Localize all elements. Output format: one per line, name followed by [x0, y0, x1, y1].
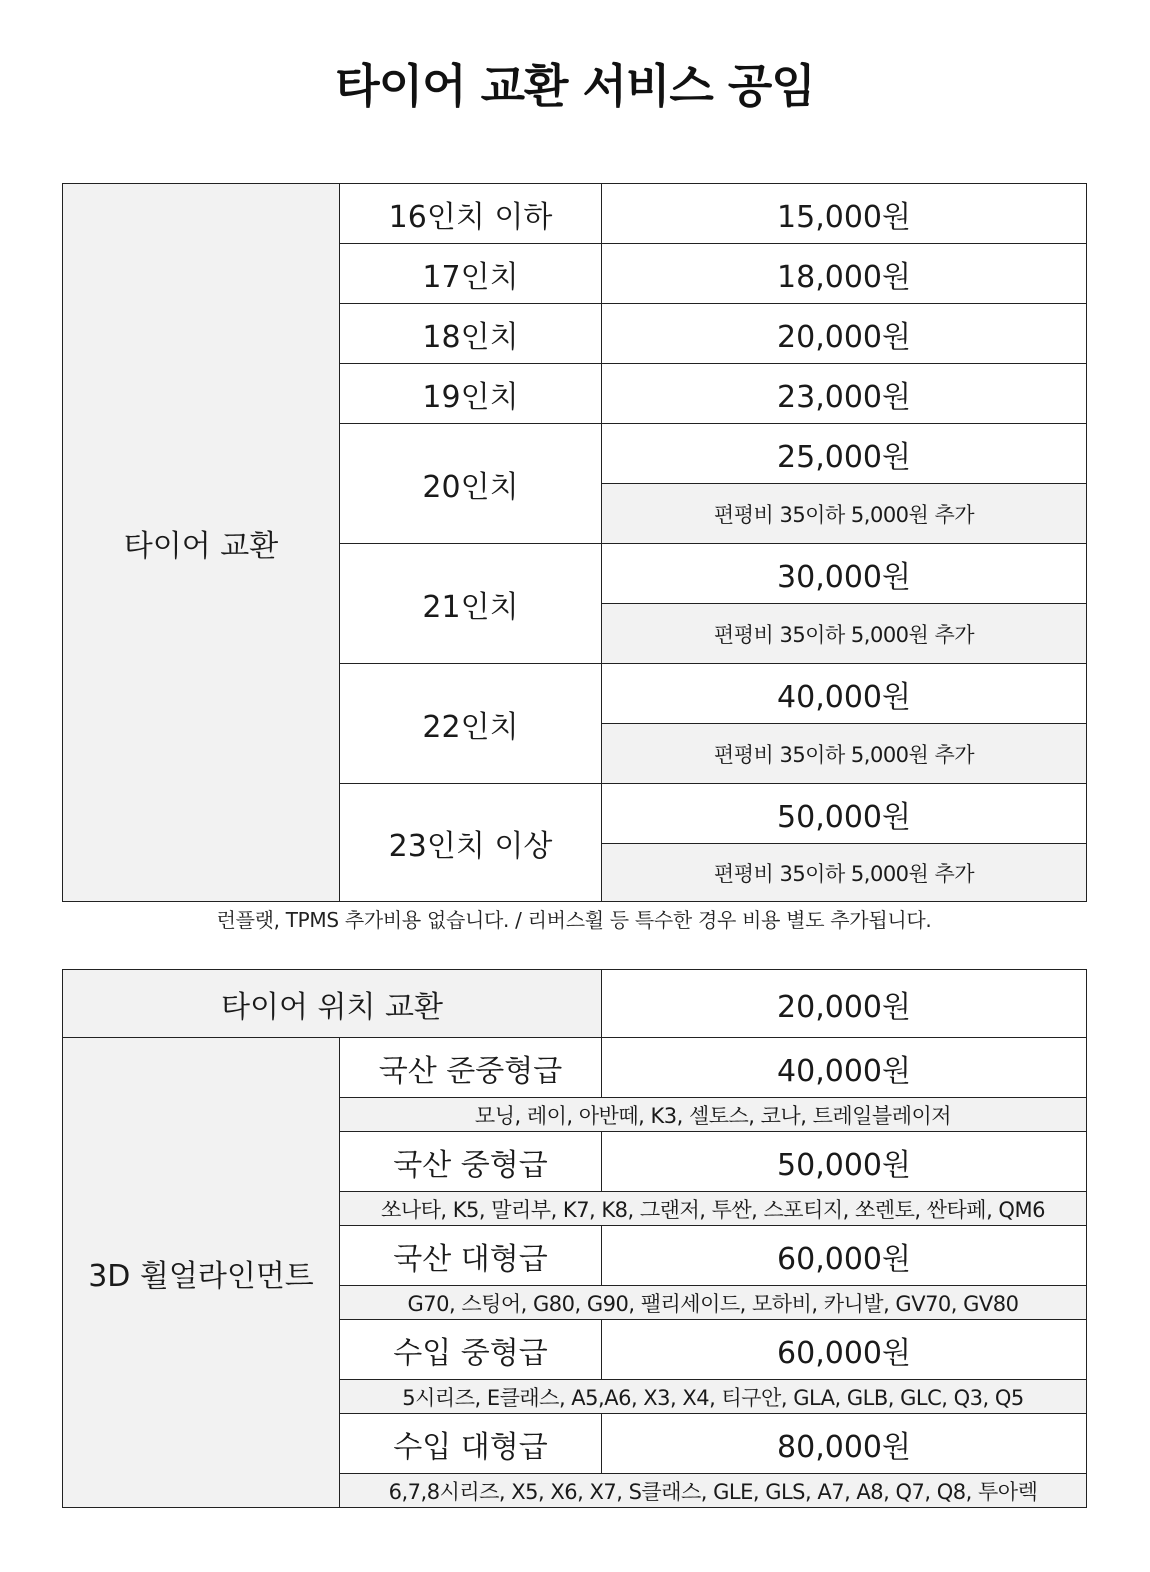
tire-size-cell: 20인치 [340, 424, 602, 544]
tire-price-cell: 30,000원 [602, 544, 1087, 604]
alignment-price-cell: 40,000원 [602, 1038, 1087, 1098]
alignment-models: G70, 스팅어, G80, G90, 팰리세이드, 모하비, 카니발, GV70, GV80 [340, 1286, 1087, 1320]
alignment-models: 쏘나타, K5, 말리부, K7, K8, 그랜저, 투싼, 스포티지, 쏘렌토, 싼타페, QM6 [340, 1192, 1087, 1226]
alignment-grade-cell: 수입 중형급 [340, 1320, 602, 1380]
tire-price-cell: 25,000원 [602, 424, 1087, 484]
tire-price-cell: 20,000원 [602, 304, 1087, 364]
tire-size-cell: 18인치 [340, 304, 602, 364]
tire-extra-charge: 편평비 35이하 5,000원 추가 [602, 844, 1087, 902]
tire-size-cell: 21인치 [340, 544, 602, 664]
alignment-grade-cell: 국산 준중형급 [340, 1038, 602, 1098]
tire-size-cell: 16인치 이하 [340, 184, 602, 244]
tire-price-cell: 15,000원 [602, 184, 1087, 244]
tire-size-cell: 17인치 [340, 244, 602, 304]
tire-price-cell: 18,000원 [602, 244, 1087, 304]
alignment-models: 5시리즈, E클래스, A5,A6, X3, X4, 티구안, GLA, GLB, GLC, Q3, Q5 [340, 1380, 1087, 1414]
tire-price-cell: 50,000원 [602, 784, 1087, 844]
rotation-price: 20,000원 [602, 970, 1087, 1038]
tire-size-cell: 22인치 [340, 664, 602, 784]
tire-extra-charge: 편평비 35이하 5,000원 추가 [602, 484, 1087, 544]
tire-size-cell: 23인치 이상 [340, 784, 602, 902]
footnote: 런플랫, TPMS 추가비용 없습니다. / 리버스휠 등 특수한 경우 비용 별도 추가됩니다. [216, 908, 932, 932]
alignment-category: 3D 휠얼라인먼트 [63, 1038, 340, 1508]
tire-extra-charge: 편평비 35이하 5,000원 추가 [602, 724, 1087, 784]
tire-size-cell: 19인치 [340, 364, 602, 424]
alignment-models: 모닝, 레이, 아반떼, K3, 셀토스, 코나, 트레일블레이저 [340, 1098, 1087, 1132]
alignment-models: 6,7,8시리즈, X5, X6, X7, S클래스, GLE, GLS, A7, A8, Q7, Q8, 투아렉 [340, 1474, 1087, 1508]
alignment-grade-cell: 국산 대형급 [340, 1226, 602, 1286]
alignment-grade-cell: 국산 중형급 [340, 1132, 602, 1192]
alignment-price-cell: 80,000원 [602, 1414, 1087, 1474]
page-title: 타이어 교환 서비스 공임 [335, 59, 815, 113]
alignment-price-cell: 60,000원 [602, 1320, 1087, 1380]
tire-extra-charge: 편평비 35이하 5,000원 추가 [602, 604, 1087, 664]
tire-price-cell: 40,000원 [602, 664, 1087, 724]
alignment-price-cell: 60,000원 [602, 1226, 1087, 1286]
tire-exchange-category: 타이어 교환 [63, 184, 340, 902]
tire-price-cell: 23,000원 [602, 364, 1087, 424]
tire-exchange-table [62, 183, 1087, 902]
alignment-price-cell: 50,000원 [602, 1132, 1087, 1192]
alignment-grade-cell: 수입 대형급 [340, 1414, 602, 1474]
alignment-table [62, 969, 1087, 1508]
rotation-label: 타이어 위치 교환 [63, 970, 602, 1038]
